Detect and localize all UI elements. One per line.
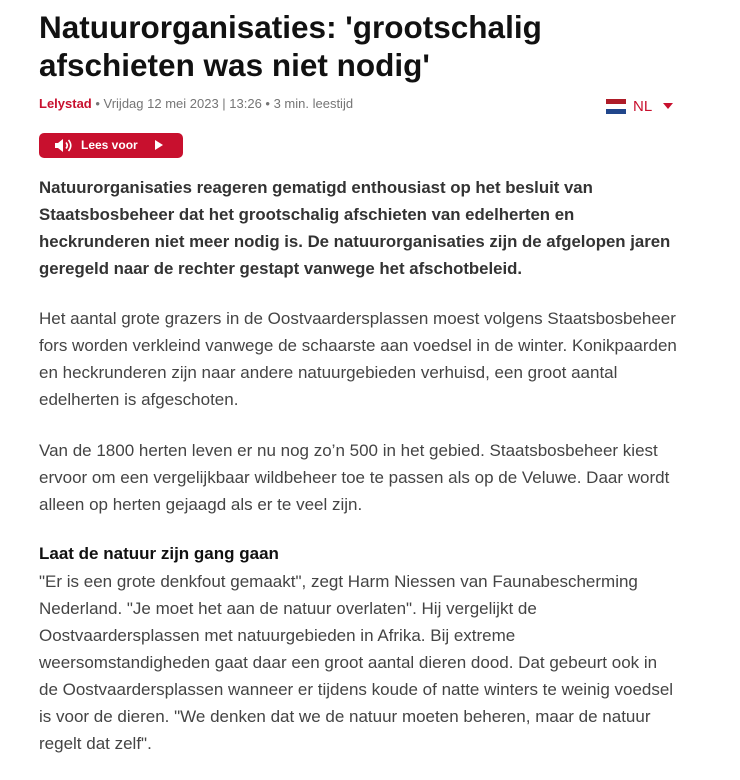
article-paragraph-1: Het aantal grote grazers in de Oostvaardersplassen moest volgens Staatsbosbeheer fors worden verkleind vanwege de schaarste aan voedsel in de winter. Konikpaarden en heckrunderen zijn naar andere natuurgebieden verhuisd, een groot aantal edelherten is afgeschoten. [39,309,677,409]
language-selector[interactable] [606,97,673,115]
location-label: Lelystad [39,96,92,111]
article-title: Natuurorganisaties: 'grootschalig afschieten was niet nodig' [39,9,542,83]
read-aloud-button[interactable] [39,133,183,158]
article-paragraph-3: "Er is een grote denkfout gemaakt", zegt Harm Niessen van Faunabescherming Nederland. "Je moet het aan de natuur overlaten". Hij vergelijkt de Oostvaardersplassen met natuurgebieden in Afrika. Bij extreme weersomstandigheden gaat daar een groot aantal dieren dood. Dat gebeurt ook in de Oostvaardersplassen wanneer er tijdens koude of natte winters te weinig voedsel is voor de dieren. "We denken dat we de natuur moeten beheren, maar de natuur regelt dat zelf". [39,572,674,753]
publish-info: • Vrijdag 12 mei 2023 | 13:26 • 3 min. leestijd [91,96,354,111]
read-aloud-label: Lees voor [81,138,138,152]
article-lead: Natuurorganisaties reageren gematigd enthousiast op het besluit van Staatsbosbeheer dat het grootschalig afschieten van edelherten en heckrunderen niet meer nodig is. De natuurorganisaties zijn de afgelopen jaren geregeld naar de rechter gestapt vanwege het afschotbeleid. [39,178,671,278]
language-label: NL [633,97,653,115]
article-subheading: Laat de natuur zijn gang gaan [39,544,279,563]
play-icon [155,140,163,150]
caret-down-icon [663,103,673,109]
article-paragraph-2: Van de 1800 herten leven er nu nog zo’n 500 in het gebied. Staatsbosbeheer kiest ervoor om een vergelijkbaar wildbeheer toe te passen als op de Veluwe. Daar wordt alleen op herten gejaagd als er te veel zijn. [39,441,670,514]
speaker-icon [54,138,74,153]
dutch-flag-icon [606,99,626,114]
article-meta [39,96,353,112]
